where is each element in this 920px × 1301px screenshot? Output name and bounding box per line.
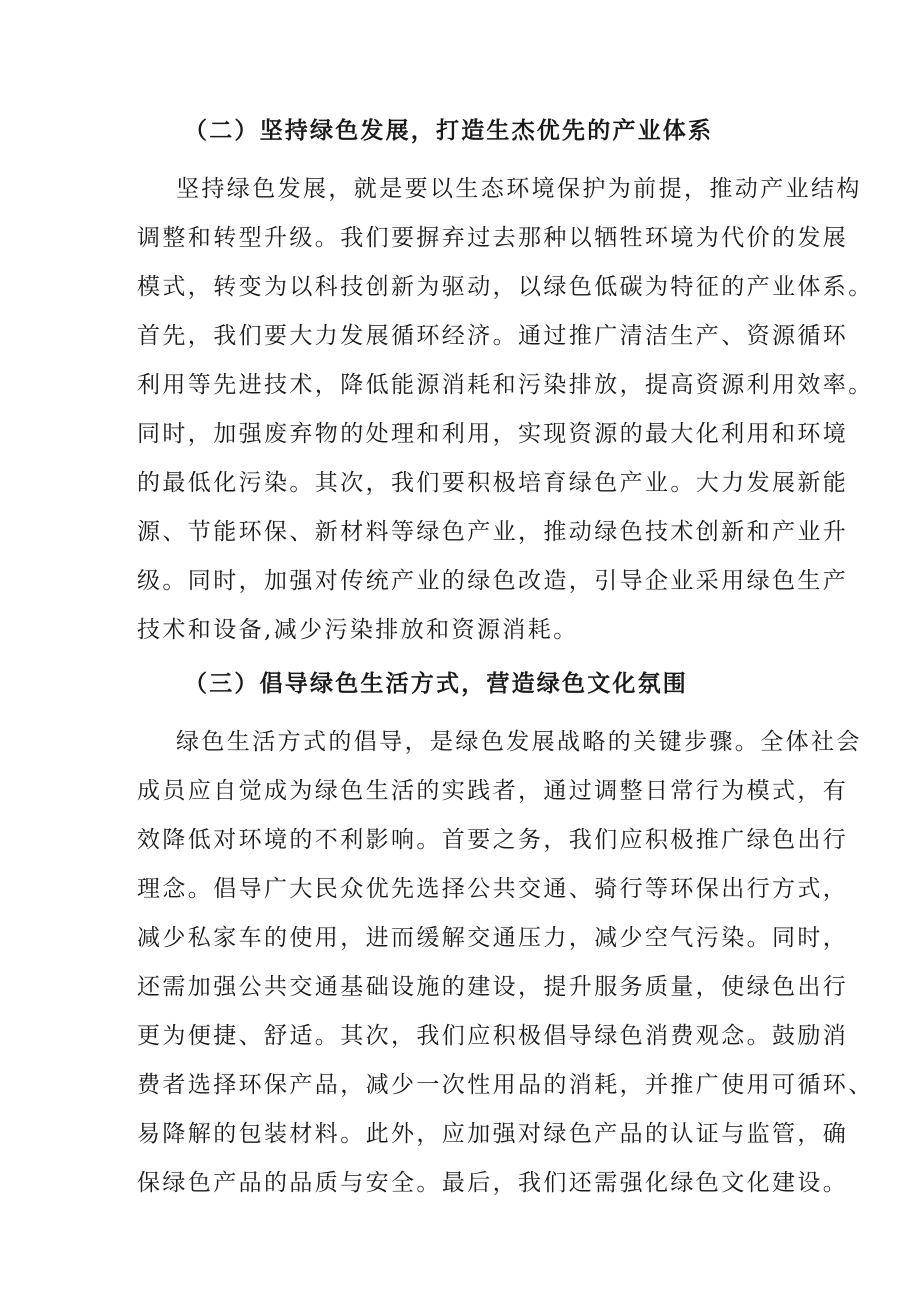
paragraph-line: 理念。倡导广大民众优先选择公共交通、骑行等环保出行方式， <box>137 876 849 902</box>
paragraph-line: 技术和设备,减少污染排放和资源消耗。 <box>137 617 579 643</box>
section-heading-3: （三）倡导绿色生活方式，营造绿色文化氛围 <box>184 670 688 697</box>
paragraph-line: 易降解的包装材料。此外，应加强对绿色产品的认证与监管，确 <box>137 1121 849 1147</box>
paragraph-line: 坚持绿色发展，就是要以生态环境保护为前提，推动产业结构 <box>176 176 862 202</box>
paragraph-line: 减少私家车的使用，进而缓解交通压力，减少空气污染。同时， <box>137 925 849 951</box>
paragraph-line: 源、节能环保、新材料等绿色产业，推动绿色技术创新和产业升 <box>137 519 849 545</box>
paragraph-line: 调整和转型升级。我们要摒弃过去那种以牺牲环境为代价的发展 <box>137 225 849 251</box>
paragraph-line: 成员应自觉成为绿色生活的实践者，通过调整日常行为模式，有 <box>137 778 849 804</box>
paragraph-line: 首先，我们要大力发展循环经济。通过推广清洁生产、资源循环 <box>137 323 849 349</box>
paragraph-line: 同时，加强废弃物的处理和利用，实现资源的最大化利用和环境 <box>137 421 849 447</box>
paragraph-line: 绿色生活方式的倡导，是绿色发展战略的关键步骤。全体社会 <box>176 729 862 755</box>
paragraph-line: 效降低对环境的不利影响。首要之务，我们应积极推广绿色出行 <box>137 827 849 853</box>
paragraph-line: 的最低化污染。其次，我们要积极培育绿色产业。大力发展新能 <box>137 470 849 496</box>
paragraph-line: 利用等先进技术，降低能源消耗和污染排放，提高资源利用效率。 <box>137 372 874 398</box>
section-heading-2: （二）坚持绿色发展，打造生杰优先的产业体系 <box>184 117 714 144</box>
paragraph-line: 费者选择环保产品，减少一次性用品的消耗，并推广使用可循环、 <box>137 1072 874 1098</box>
paragraph-line: 级。同时，加强对传统产业的绿色改造，引导企业采用绿色生产 <box>137 568 849 594</box>
paragraph-line: 更为便捷、舒适。其次，我们应积极倡导绿色消费观念。鼓励消 <box>137 1023 849 1049</box>
paragraph-line: 还需加强公共交通基础设施的建设，提升服务质量，使绿色出行 <box>137 974 849 1000</box>
paragraph-line: 保绿色产品的品质与安全。最后，我们还需强化绿色文化建设。 <box>137 1170 849 1196</box>
paragraph-line: 模式，转变为以科技创新为驱动，以绿色低碳为特征的产业体系。 <box>137 274 874 300</box>
